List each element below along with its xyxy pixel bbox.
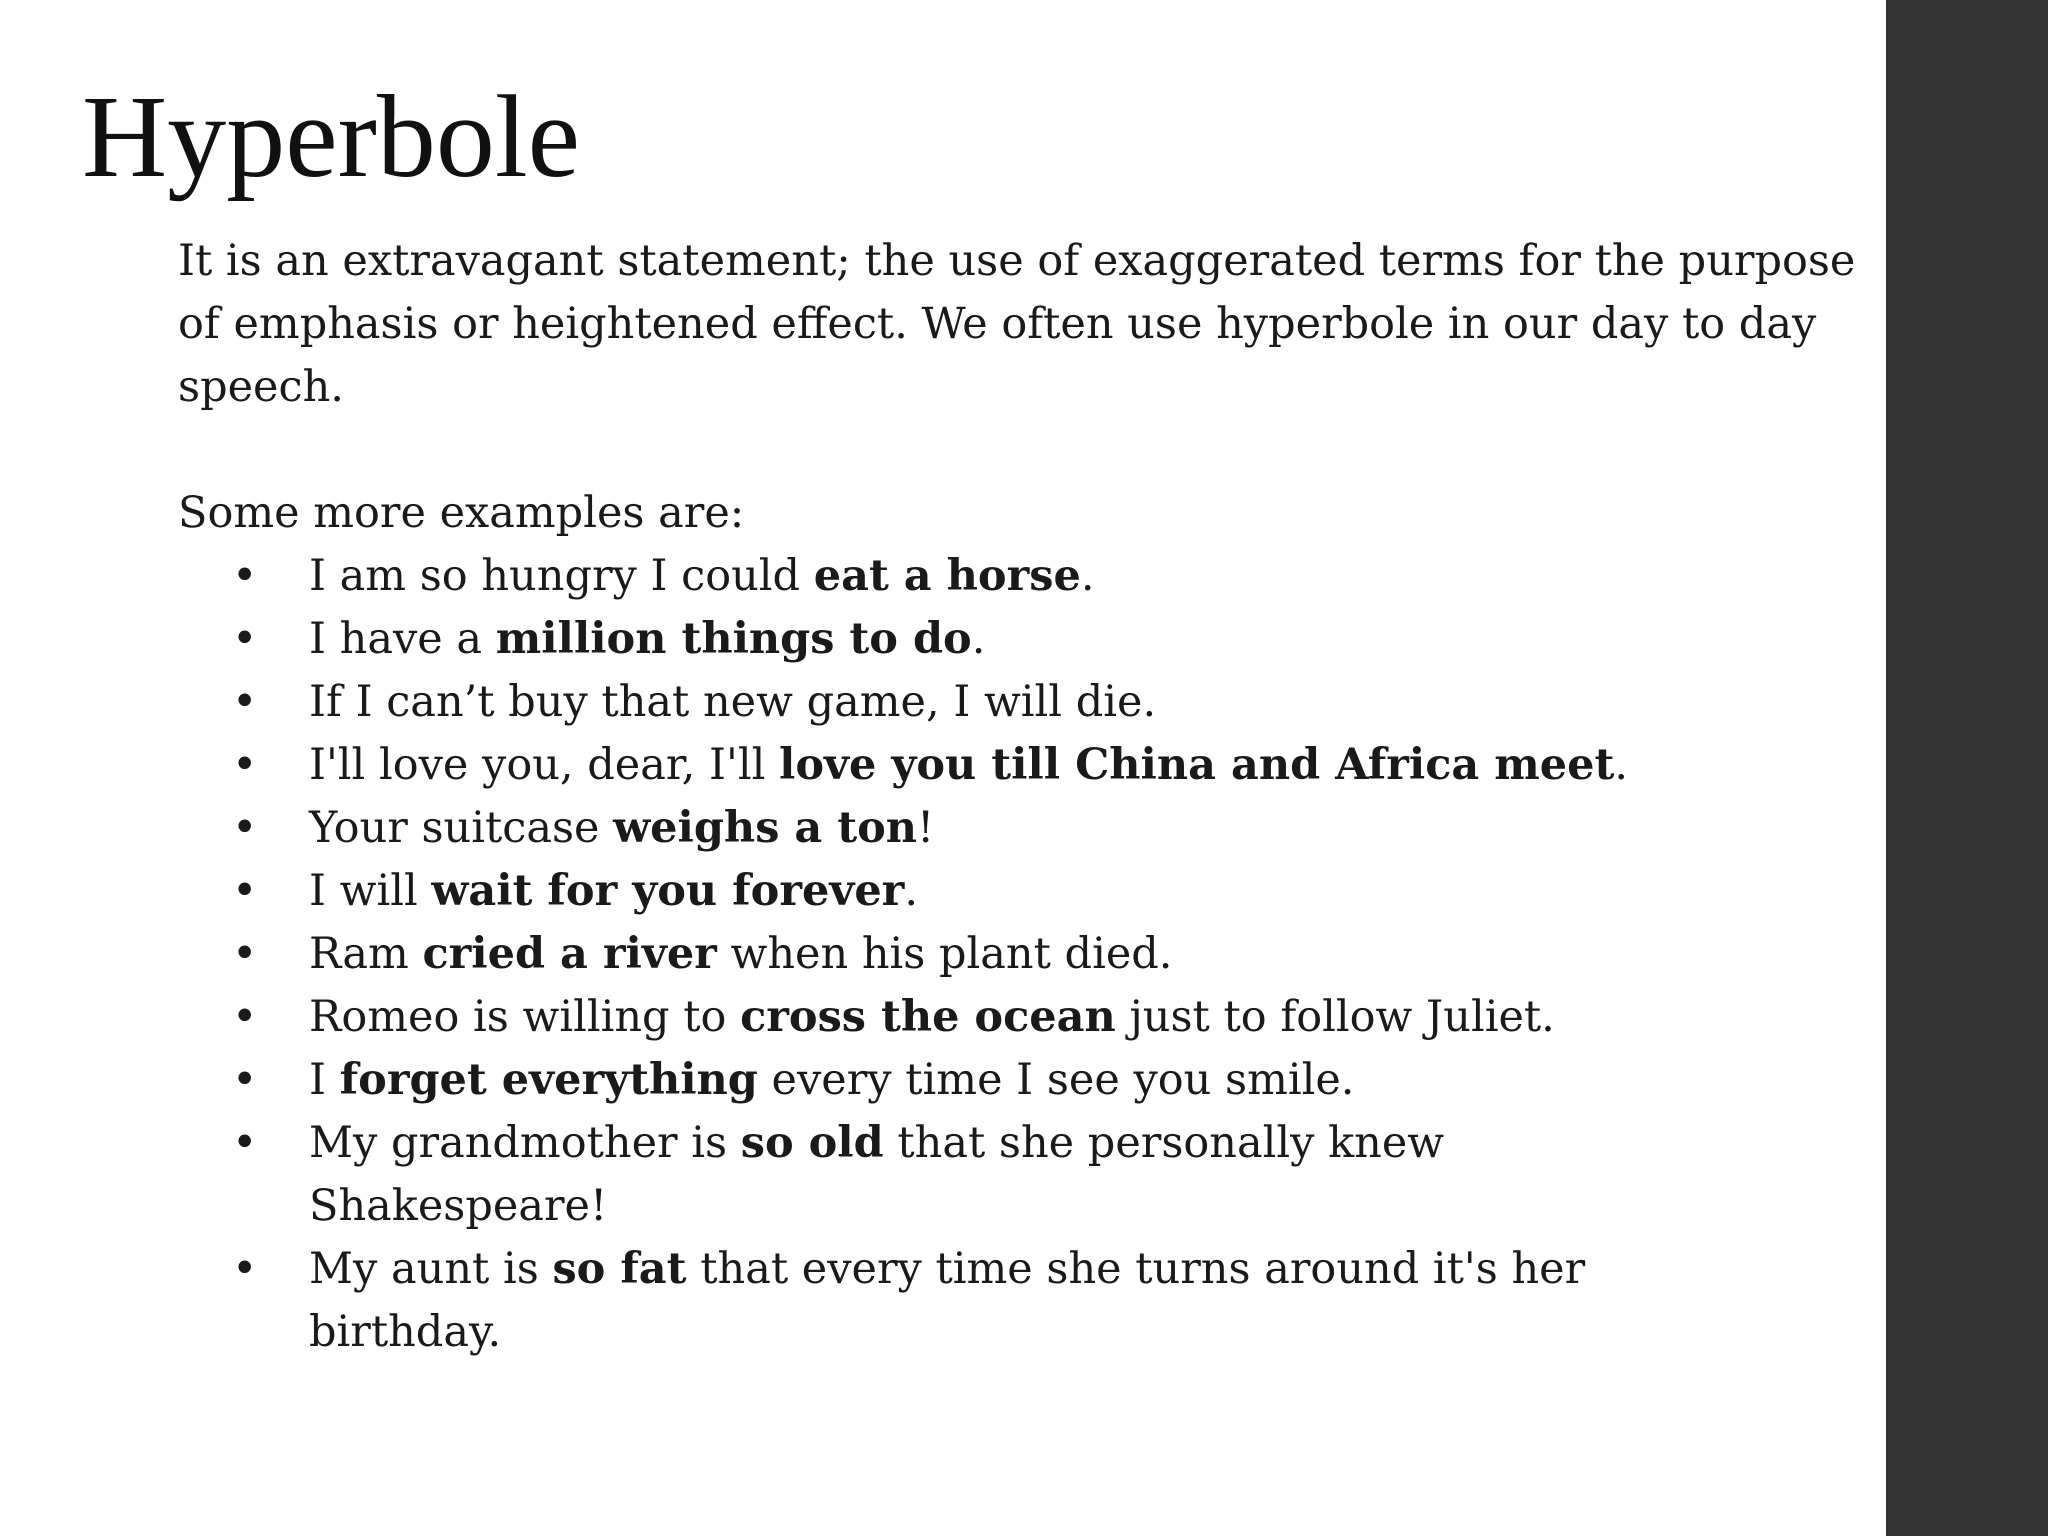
example-emphasis: so old <box>740 1118 884 1168</box>
example-text: I am so hungry I could <box>309 551 814 601</box>
example-emphasis: wait for you forever <box>431 866 905 916</box>
bullet-icon: • <box>232 551 258 601</box>
example-text: Romeo is willing to <box>309 992 741 1042</box>
bullet-icon: • <box>232 803 258 853</box>
example-text: every time I see you smile. <box>757 1055 1355 1105</box>
list-item <box>178 986 1859 1049</box>
list-item <box>178 608 1859 671</box>
example-text: My grandmother is <box>309 1118 741 1168</box>
examples-heading: Some more examples are: <box>178 488 745 538</box>
example-emphasis: love you till China and Africa meet <box>779 740 1615 790</box>
example-text: Your suitcase <box>309 803 614 853</box>
example-text: I'll love you, dear, I'll <box>309 740 779 790</box>
list-item <box>178 923 1859 986</box>
list-item <box>178 734 1859 797</box>
list-item <box>178 671 1859 734</box>
example-text: . <box>971 614 986 664</box>
example-text: just to follow Juliet. <box>1115 992 1555 1042</box>
bullet-icon: • <box>232 866 258 916</box>
slide-title: Hyperbole <box>82 71 581 202</box>
bullet-icon: • <box>232 1055 258 1105</box>
example-text: I <box>309 1055 340 1105</box>
example-emphasis: million things to do <box>495 614 972 664</box>
example-text: that every time she turns around it's her birthday. <box>309 1244 1586 1357</box>
example-text: . <box>1614 740 1629 790</box>
bullet-icon: • <box>232 1244 258 1294</box>
example-text: I have a <box>309 614 496 664</box>
bullet-icon: • <box>232 677 258 727</box>
bullet-icon: • <box>232 614 258 664</box>
example-text: If I can’t buy that new game, I will die. <box>309 677 1157 727</box>
list-item <box>178 1049 1859 1112</box>
list-item <box>178 1238 1689 1364</box>
bullet-icon: • <box>232 929 258 979</box>
example-emphasis: so fat <box>552 1244 687 1294</box>
bullet-icon: • <box>232 1118 258 1168</box>
example-text: when his plant died. <box>716 929 1173 979</box>
example-emphasis: weighs a ton <box>613 803 918 853</box>
side-bar <box>1886 0 2048 1536</box>
bullet-icon: • <box>232 992 258 1042</box>
bullet-icon: • <box>232 740 258 790</box>
example-emphasis: cross the ocean <box>740 992 1116 1042</box>
example-emphasis: eat a horse <box>813 551 1081 601</box>
example-text: I will <box>309 866 432 916</box>
example-text: My aunt is <box>309 1244 553 1294</box>
example-text: Ram <box>309 929 423 979</box>
slide-body <box>178 230 1878 1364</box>
example-emphasis: cried a river <box>422 929 717 979</box>
list-item <box>178 797 1859 860</box>
example-text: . <box>1080 551 1095 601</box>
list-item <box>178 545 1859 608</box>
example-text: that she personally knew Shakespeare! <box>309 1118 1445 1231</box>
list-item <box>178 860 1859 923</box>
definition-paragraph: It is an extravagant statement; the use of exaggerated terms for the purpose of emphasis or heightened effect. We often use hyperbole in our day to day speech. <box>178 236 1856 412</box>
examples-list <box>178 545 1878 1364</box>
example-text: . <box>904 866 918 916</box>
paragraph-spacer <box>178 419 1878 482</box>
example-emphasis: forget everything <box>339 1055 758 1105</box>
list-item <box>178 1112 1689 1238</box>
example-text: ! <box>917 803 935 853</box>
